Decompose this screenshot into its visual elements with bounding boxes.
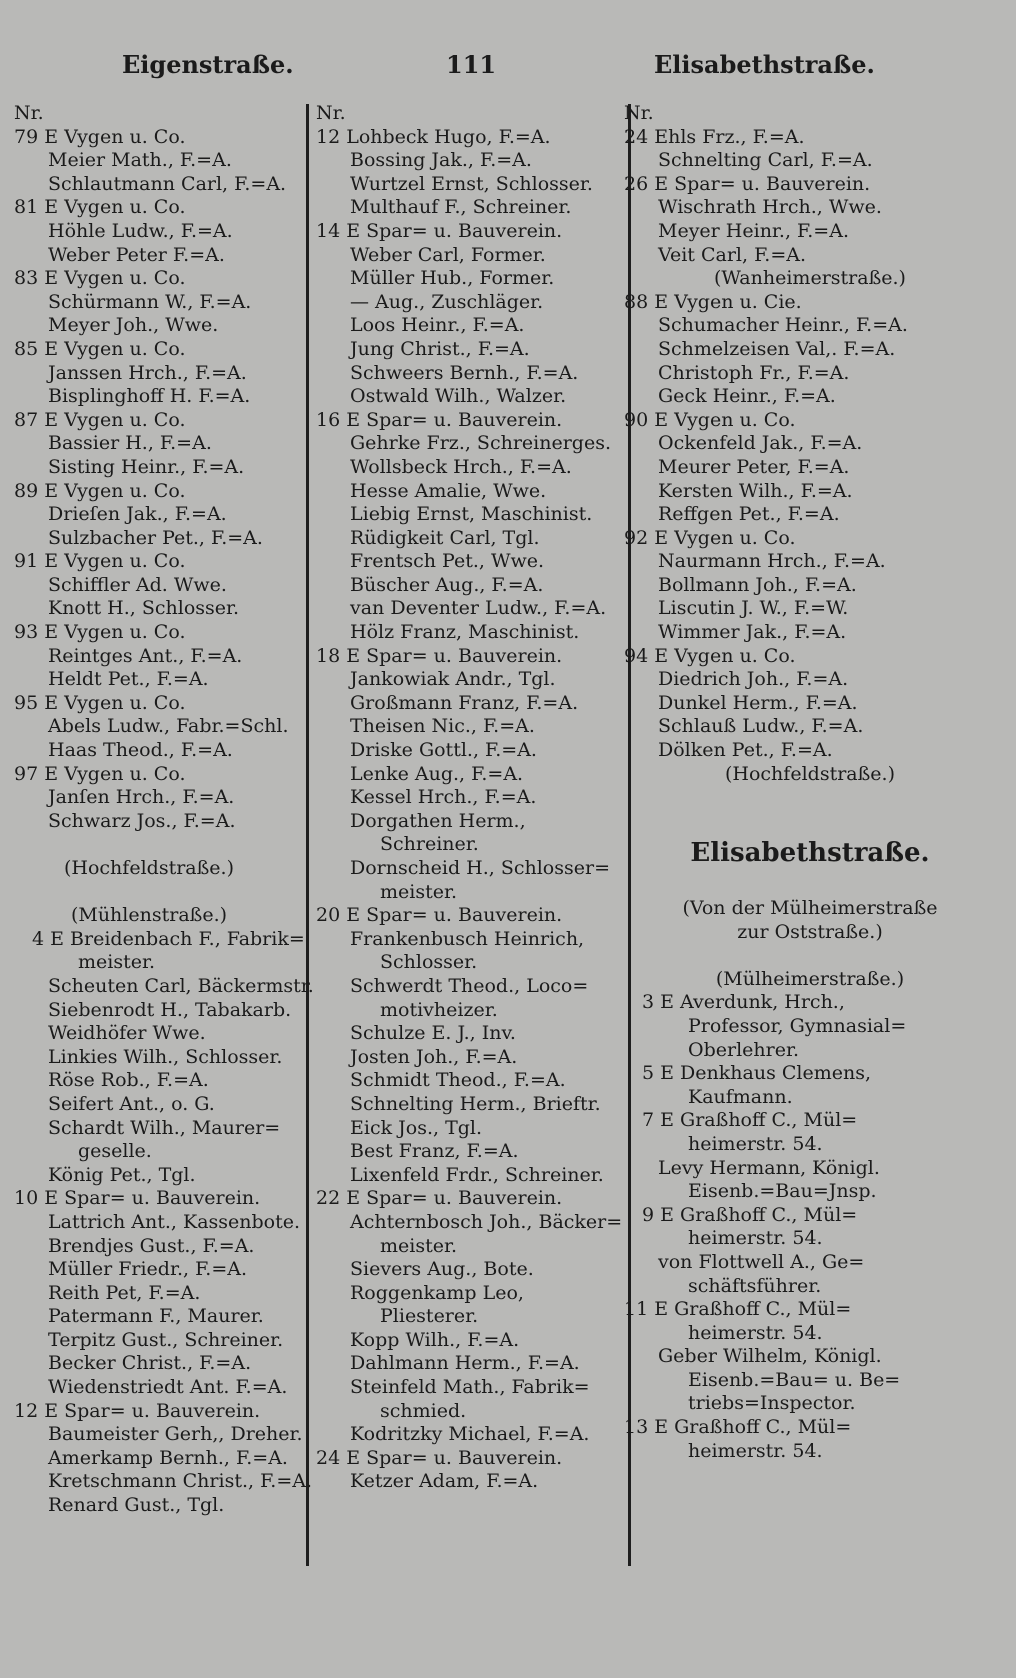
directory-line: Schnelting Herm., Brieftr. [350,1092,601,1115]
directory-line: 12 E Spar= u. Bauverein. [14,1399,261,1422]
directory-line: Büscher Aug., F.=A. [350,573,544,596]
directory-line: Naurmann Hrch., F.=A. [658,550,886,573]
directory-line: Schreiner. [380,833,479,856]
directory-line: Abels Ludw., Fabr.=Schl. [48,715,289,738]
header-right-street: Elisabethstraße. [654,50,875,79]
directory-line: Schwarz Jos., F.=A. [48,809,236,832]
directory-line: Dahlmann Herm., F.=A. [350,1352,580,1375]
directory-line: Jankowiak Andr., Tgl. [350,668,556,691]
directory-line: Kersten Wilh., F.=A. [658,479,853,502]
directory-line: (Hochfeldstraße.) [725,762,895,785]
directory-line: 4 E Breidenbach F., Fabrik= [32,927,305,950]
directory-line: 5 E Denkhaus Clemens, [642,1062,872,1085]
directory-line: Röse Rob., F.=A. [48,1069,209,1092]
directory-line: Geber Wilhelm, Königl. [658,1345,882,1368]
directory-line: Knott H., Schlosser. [48,597,240,620]
directory-line: Achternbosch Joh., Bäcker= [350,1210,623,1233]
directory-line [624,810,1016,834]
directory-line: Dorgathen Herm., [350,809,526,832]
directory-line: Scheuten Carl, Bäckermstr. [48,974,314,997]
directory-line: 7 E Graßhoff C., Mül= [642,1109,858,1132]
directory-line: Janſen Hrch., F.=A. [48,786,235,809]
directory-line: Müller Friedr., F.=A. [48,1258,248,1281]
directory-line: Kretschmann Christ., F.=A. [48,1470,313,1493]
directory-line: (Hochfeldstraße.) [64,857,234,879]
directory-line: Kessel Hrch., F.=A. [350,786,537,809]
directory-line: Weber Peter F.=A. [48,243,225,266]
directory-line: 10 E Spar= u. Bauverein. [14,1187,261,1210]
directory-line: Gehrke Frz., Schreinerges. [350,432,611,455]
directory-line: Großmann Franz, F.=A. [350,691,579,714]
directory-line: Steinfeld Math., Fabrik= [350,1376,590,1399]
directory-line: Pliesterer. [380,1305,479,1328]
directory-line: Best Franz, F.=A. [350,1140,519,1163]
directory-line: Meier Math., F.=A. [48,149,232,172]
directory-line: heimerstr. 54. [688,1227,823,1250]
directory-line: Levy Hermann, Königl. [658,1156,880,1179]
directory-line: Geck Heinr., F.=A. [658,385,836,408]
directory-line: Sisting Heinr., F.=A. [48,455,245,478]
directory-line: Heldt Pet., F.=A. [48,668,209,691]
directory-line: Kodritzky Michael, F.=A. [350,1423,590,1446]
directory-line: Loos Heinr., F.=A. [350,314,525,337]
directory-line: Schweers Bernh., F.=A. [350,361,579,384]
directory-line: Siebenrodt H., Tabakarb. [48,998,292,1021]
directory-line: 22 E Spar= u. Bauverein. [316,1187,563,1210]
column-eigenstrasse-middle [316,102,624,1494]
directory-line: Lattrich Ant., Kassenbote. [48,1210,301,1233]
directory-line: Wiedenstriedt Ant. F.=A. [48,1376,288,1399]
directory-line: Eisenb.=Bau= u. Be= [688,1368,901,1391]
directory-line: geselle. [78,1140,152,1163]
directory-line: 26 E Spar= u. Bauverein. [624,172,871,195]
directory-line: Bollmann Joh., F.=A. [658,573,857,596]
directory-line: Multhauf F., Schreiner. [350,196,572,219]
directory-line: Sievers Aug., Bote. [350,1258,534,1281]
directory-line: 14 E Spar= u. Bauverein. [316,219,563,242]
directory-line [624,786,1016,810]
directory-line: Becker Christ., F.=A. [48,1352,252,1375]
directory-line: Meyer Joh., Wwe. [48,314,219,337]
page-number: 111 [446,50,497,79]
directory-line: Bisplinghoff H. F.=A. [48,385,251,408]
directory-line: Janssen Hrch., F.=A. [48,361,247,384]
directory-line: 95 E Vygen u. Co. [14,691,186,714]
directory-line: Eick Jos., Tgl. [350,1116,483,1139]
directory-line: von Flottwell A., Ge= [658,1250,865,1273]
directory-line: Josten Joh., F.=A. [350,1045,518,1068]
header-left-street: Eigenstraße. [122,50,294,79]
directory-line: Eisenb.=Bau=Jnsp. [688,1180,877,1203]
directory-line: Oberlehrer. [688,1038,799,1061]
directory-line: Lenke Aug., F.=A. [350,762,524,785]
directory-line: Liscutin J. W., F.=W. [658,597,849,620]
directory-line: 18 E Spar= u. Bauverein. [316,644,563,667]
directory-line: Weidhöfer Wwe. [48,1022,206,1045]
directory-line: heimerstr. 54. [688,1132,823,1155]
directory-line: Kopp Wilh., F.=A. [350,1328,520,1351]
directory-line: Renard Gust., Tgl. [48,1494,225,1517]
directory-line: Jung Christ., F.=A. [350,337,530,360]
directory-line: Dölken Pet., F.=A. [658,739,833,762]
directory-line: Nr. [624,102,654,124]
directory-line: Meurer Peter, F.=A. [658,455,850,478]
directory-line: 24 Ehls Frz., F.=A. [624,125,805,148]
column-eigenstrasse-left [14,102,314,1518]
directory-line: Bossing Jak., F.=A. [350,149,532,172]
directory-line: Baumeister Gerh,, Dreher. [48,1423,303,1446]
directory-line: 85 E Vygen u. Co. [14,337,186,360]
directory-line: heimerstr. 54. [688,1321,823,1344]
directory-line: Wischrath Hrch., Wwe. [658,196,882,219]
directory-line: Brendjes Gust., F.=A. [48,1234,255,1257]
directory-line: triebs=Inspector. [688,1392,856,1415]
directory-line: Reith Pet, F.=A. [48,1281,201,1304]
directory-line: Haas Theod., F.=A. [48,739,233,762]
directory-line: 24 E Spar= u. Bauverein. [316,1446,563,1469]
directory-line: Hesse Amalie, Wwe. [350,479,547,502]
directory-line [14,833,304,857]
directory-line: 20 E Spar= u. Bauverein. [316,904,563,927]
directory-line: Ockenfeld Jak., F.=A. [658,432,863,455]
directory-line: zur Oststraße.) [737,920,883,943]
directory-line: Frentsch Pet., Wwe. [350,550,545,573]
directory-line: Liebig Ernst, Maschinist. [350,503,593,526]
directory-line: 92 E Vygen u. Co. [624,526,796,549]
directory-line: Schürmann W., F.=A. [48,290,252,313]
directory-line: Schmidt Theod., F.=A. [350,1069,566,1092]
directory-line: Meyer Heinr., F.=A. [658,219,849,242]
directory-line: 9 E Graßhoff C., Mül= [642,1203,858,1226]
directory-line: Hölz Franz, Maschinist. [350,621,580,644]
directory-line: Patermann F., Maurer. [48,1305,264,1328]
directory-line: Nr. [316,102,346,124]
directory-line: — Aug., Zuschläger. [350,290,544,313]
directory-line: Professor, Gymnasial= [688,1014,907,1037]
directory-line: Nr. [14,102,44,124]
directory-line: Reffgen Pet., F.=A. [658,503,840,526]
directory-line [624,944,1016,968]
directory-line: Christoph Fr., F.=A. [658,361,850,384]
directory-line: Schlauß Ludw., F.=A. [658,715,864,738]
directory-line: 83 E Vygen u. Co. [14,267,186,290]
directory-line: 87 E Vygen u. Co. [14,408,186,431]
directory-line: (Von der Mülheimerstraße [682,897,938,919]
directory-line: Schumacher Heinr., F.=A. [658,314,908,337]
column-divider [306,104,309,1566]
directory-line: van Deventer Ludw., F.=A. [350,597,607,620]
directory-line: schäftsführer. [688,1274,822,1297]
directory-line: Veit Carl, F.=A. [658,243,807,266]
directory-line: Wollsbeck Hrch., F.=A. [350,455,572,478]
directory-line: 12 Lohbeck Hugo, F.=A. [316,125,551,148]
directory-line: 3 E Averdunk, Hrch., [642,991,845,1014]
directory-line: Theisen Nic., F.=A. [350,715,535,738]
directory-line [14,881,304,905]
directory-line: Dunkel Herm., F.=A. [658,691,858,714]
directory-line: Drieſen Jak., F.=A. [48,503,227,526]
directory-line: Elisabethstraße. [690,838,930,869]
directory-line: Ketzer Adam, F.=A. [350,1470,539,1493]
directory-line: Driske Gottl., F.=A. [350,739,537,762]
directory-line: Schnelting Carl, F.=A. [658,149,873,172]
directory-line: Terpitz Gust., Schreiner. [48,1328,284,1351]
directory-line: Bassier H., F.=A. [48,432,212,455]
directory-line: 89 E Vygen u. Co. [14,479,186,502]
directory-line: Schmelzeisen Val,. F.=A. [658,337,896,360]
directory-line: 90 E Vygen u. Co. [624,408,796,431]
directory-line: Amerkamp Bernh., F.=A. [48,1446,288,1469]
directory-line: Weber Carl, Former. [350,243,546,266]
directory-line: 88 E Vygen u. Cie. [624,290,802,313]
directory-line: meister. [380,880,458,903]
directory-line: Wurtzel Ernst, Schlosser. [350,172,593,195]
directory-line: Wimmer Jak., F.=A. [658,621,847,644]
directory-line: 94 E Vygen u. Co. [624,644,796,667]
directory-line: König Pet., Tgl. [48,1163,196,1186]
directory-line: Rüdigkeit Carl, Tgl. [350,526,540,549]
directory-line: 16 E Spar= u. Bauverein. [316,408,563,431]
directory-line: (Wanheimerstraße.) [714,267,906,290]
directory-line: Dornscheid H., Schlosser= [350,857,610,879]
directory-line: (Mühlenstraße.) [70,904,228,927]
directory-line: Schardt Wilh., Maurer= [48,1116,281,1139]
directory-line: schmied. [380,1399,467,1422]
directory-line: Ostwald Wilh., Walzer. [350,385,567,408]
directory-line: Roggenkamp Leo, [350,1281,524,1304]
directory-line [624,873,1016,897]
directory-line: Schulze E. J., Inv. [350,1022,516,1045]
directory-line: 79 E Vygen u. Co. [14,125,186,148]
directory-line: 13 E Graßhoff C., Mül= [624,1416,852,1439]
directory-line: 81 E Vygen u. Co. [14,196,186,219]
directory-line: Schwerdt Theod., Loco= [350,974,589,997]
directory-line: Diedrich Joh., F.=A. [658,668,849,691]
directory-line: Kaufmann. [688,1085,793,1108]
directory-line: Reintges Ant., F.=A. [48,644,243,667]
directory-line: motivheizer. [380,998,498,1021]
directory-line: Schlosser. [380,951,478,974]
directory-line: 93 E Vygen u. Co. [14,621,186,644]
directory-line: meister. [380,1234,458,1257]
directory-line: Seifert Ant., o. G. [48,1092,215,1115]
directory-line: Höhle Ludw., F.=A. [48,219,233,242]
directory-line: Linkies Wilh., Schlosser. [48,1045,283,1068]
directory-line: Müller Hub., Former. [350,267,555,290]
directory-line: Schlautmann Carl, F.=A. [48,172,287,195]
directory-line: heimerstr. 54. [688,1439,823,1462]
column-elisabethstrasse [624,102,1016,1463]
directory-line: 91 E Vygen u. Co. [14,550,186,573]
directory-line: (Mülheimerstraße.) [715,967,905,990]
directory-line: 11 E Graßhoff C., Mül= [624,1298,852,1321]
directory-line: 97 E Vygen u. Co. [14,762,186,785]
directory-line: Sulzbacher Pet., F.=A. [48,526,263,549]
directory-line: Lixenfeld Frdr., Schreiner. [350,1163,604,1186]
directory-line: Schiffler Ad. Wwe. [48,573,227,596]
directory-line: meister. [78,951,156,974]
directory-line: Frankenbusch Heinrich, [350,927,585,950]
